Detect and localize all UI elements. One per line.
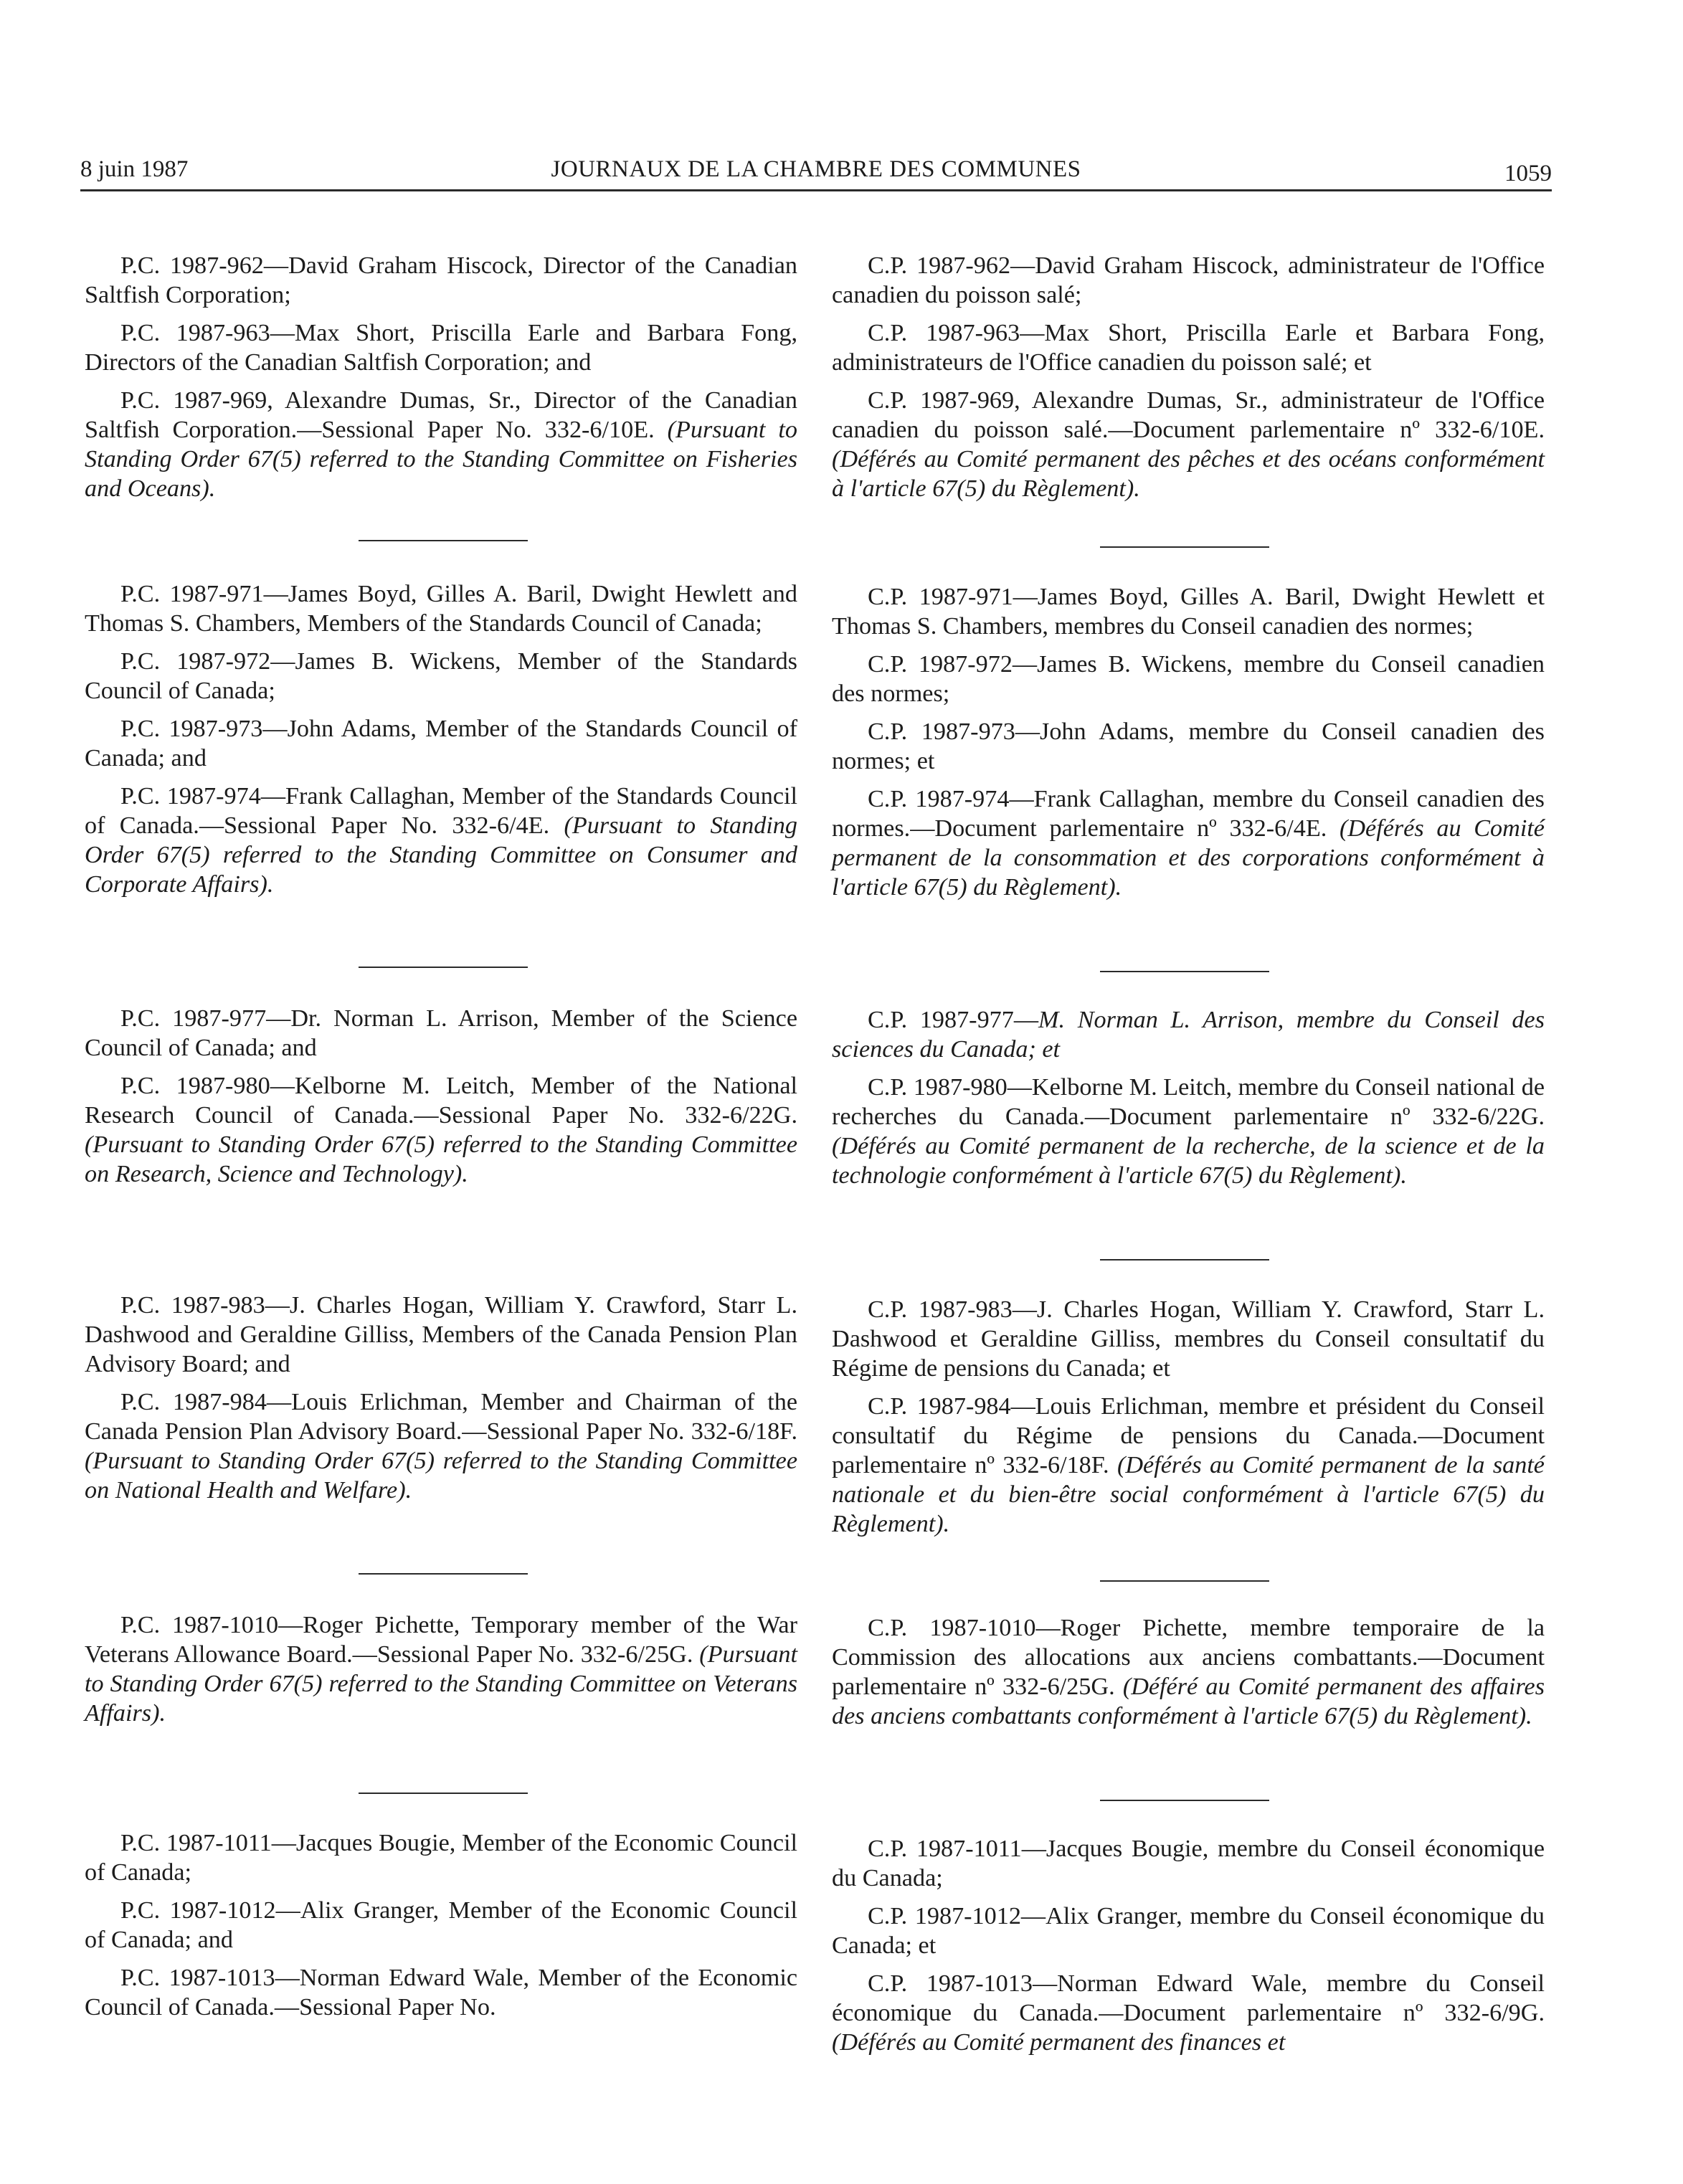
entry-en-pension	[85, 1291, 797, 1514]
paragraph: C.P. 1987-983—J. Charles Hogan, William Y. Crawford, Starr L. Dashwood et Geraldine Gilliss, membres du Conseil consultatif du Régime de pensions du Canada; et	[832, 1296, 1545, 1382]
referral-note: (Déféré au Comité permanent des affaires des anciens combattants conformément à l'article 67(5) du Règlement).	[832, 1673, 1545, 1729]
paragraph: P.C. 1987-1013—Norman Edward Wale, Member of the Economic Council of Canada.—Sessional Paper No.	[85, 1965, 797, 2021]
section-divider	[359, 1573, 528, 1575]
paragraph: C.P. 1987-974—Frank Callaghan, membre du Conseil canadien des normes.—Document parlementaire nº 332-6/4E. (Déférés au Comité permanent de la consommation et des corporations conformément à l'article 67(5) du Règlement).	[832, 786, 1545, 901]
paragraph: C.P. 1987-963—Max Short, Priscilla Earle et Barbara Fong, administrateurs de l'Office canadien du poisson salé; et	[832, 320, 1545, 376]
paragraph: C.P. 1987-980—Kelborne M. Leitch, membre du Conseil national de recherches du Canada.—Document parlementaire nº 332-6/22G. (Déférés au Comité permanent de la recherche, de la science et de la technologie conformément à l'article 67(5) du Règlement).	[832, 1074, 1545, 1189]
referral-note: (Pursuant to Standing Order 67(5) referred to the Standing Committee on Research, Science and Technology).	[85, 1131, 797, 1187]
paragraph: C.P. 1987-971—James Boyd, Gilles A. Baril, Dwight Hewlett et Thomas S. Chambers, membres du Conseil canadien des normes;	[832, 584, 1545, 640]
referral-note: (Déférés au Comité permanent des pêches et des océans conformément à l'article 67(5) du Règlement).	[832, 446, 1545, 502]
section-divider	[359, 1793, 528, 1794]
paragraph: C.P. 1987-972—James B. Wickens, membre du Conseil canadien des normes;	[832, 651, 1545, 707]
section-divider	[1100, 971, 1269, 972]
header-title: JOURNAUX DE LA CHAMBRE DES COMMUNES	[551, 156, 1081, 182]
entry-fr-peches	[832, 251, 1545, 512]
paragraph: C.P. 1987-962—David Graham Hiscock, administrateur de l'Office canadien du poisson salé;	[832, 252, 1545, 308]
paragraph: C.P. 1987-1010—Roger Pichette, membre temporaire de la Commission des allocations aux anciens combattants.—Document parlementaire nº 332-6/25G. (Déféré au Comité permanent des affaires des anciens combattants conformément à l'article 67(5) du Règlement).	[832, 1615, 1545, 1729]
italic-appointment: M. Norman L. Arrison, membre du Conseil des sciences du Canada; et	[832, 1007, 1545, 1063]
referral-note: (Déférés au Comité permanent de la recherche, de la science et de la technologie conformément à l'article 67(5) du Règlement).	[832, 1133, 1545, 1189]
paragraph: P.C. 1987-983—J. Charles Hogan, William Y. Crawford, Starr L. Dashwood and Geraldine Gilliss, Members of the Canada Pension Plan Advisory Board; and	[85, 1292, 797, 1377]
paragraph: C.P. 1987-1011—Jacques Bougie, membre du Conseil économique du Canada;	[832, 1836, 1545, 1891]
referral-note: (Pursuant to Standing Order 67(5) referred to the Standing Committee on Veterans Affairs).	[85, 1641, 797, 1727]
entry-fr-economique	[832, 1834, 1545, 2066]
paragraph: C.P. 1987-973—John Adams, membre du Conseil canadien des normes; et	[832, 718, 1545, 774]
paragraph: P.C. 1987-969, Alexandre Dumas, Sr., Director of the Canadian Saltfish Corporation.—Sessional Paper No. 332-6/10E. (Pursuant to Standing Order 67(5) referred to the Standing Committee on Fisheries and Oceans).	[85, 387, 797, 502]
paragraph: C.P. 1987-984—Louis Erlichman, membre et président du Conseil consultatif du Régime de pensions du Canada.—Document parlementaire nº 332-6/18F. (Déférés au Comité permanent de la santé nationale et du bien-être social conformément à l'article 67(5) du Règlement).	[832, 1393, 1545, 1537]
referral-note: (Déférés au Comité permanent des finances et	[832, 2029, 1286, 2056]
referral-note: (Déférés au Comité permanent de la santé nationale et du bien-être social conformément à l'article 67(5) du Règlement).	[832, 1452, 1545, 1537]
entry-en-science	[85, 1004, 797, 1197]
paragraph: P.C. 1987-971—James Boyd, Gilles A. Baril, Dwight Hewlett and Thomas S. Chambers, Members of the Standards Council of Canada;	[85, 581, 797, 637]
running-header	[80, 152, 1552, 191]
section-divider	[1100, 1580, 1269, 1582]
referral-note: (Pursuant to Standing Order 67(5) referred to the Standing Committee on Fisheries and Oceans).	[85, 417, 797, 502]
entry-en-standards	[85, 579, 797, 908]
paragraph: P.C. 1987-963—Max Short, Priscilla Earle and Barbara Fong, Directors of the Canadian Saltfish Corporation; and	[85, 320, 797, 376]
section-divider	[1100, 1259, 1269, 1260]
paragraph: P.C. 1987-974—Frank Callaghan, Member of the Standards Council of Canada.—Sessional Paper No. 332-6/4E. (Pursuant to Standing Order 67(5) referred to the Standing Committee on Consumer and Corporate Affairs).	[85, 783, 797, 898]
paragraph: C.P. 1987-1012—Alix Granger, membre du Conseil économique du Canada; et	[832, 1903, 1545, 1959]
paragraph: C.P. 1987-969, Alexandre Dumas, Sr., administrateur de l'Office canadien du poisson salé.—Document parlementaire nº 332-6/10E. (Déférés au Comité permanent des pêches et des océans conformément à l'article 67(5) du Règlement).	[832, 387, 1545, 502]
section-divider	[1100, 1800, 1269, 1801]
entry-fr-sciences	[832, 1005, 1545, 1199]
paragraph: P.C. 1987-972—James B. Wickens, Member of the Standards Council of Canada;	[85, 648, 797, 704]
entry-en-economic	[85, 1828, 797, 2031]
paragraph: P.C. 1987-1012—Alix Granger, Member of the Economic Council of Canada; and	[85, 1897, 797, 1953]
paragraph: P.C. 1987-977—Dr. Norman L. Arrison, Member of the Science Council of Canada; and	[85, 1005, 797, 1061]
referral-note: (Pursuant to Standing Order 67(5) referred to the Standing Committee on Consumer and Corporate Affairs).	[85, 812, 797, 898]
paragraph: P.C. 1987-973—John Adams, Member of the Standards Council of Canada; and	[85, 716, 797, 771]
referral-note: (Déférés au Comité permanent de la consommation et des corporations conformément à l'article 67(5) du Règlement).	[832, 815, 1545, 901]
entry-fr-normes	[832, 582, 1545, 911]
paragraph: P.C. 1987-1010—Roger Pichette, Temporary member of the War Veterans Allowance Board.—Sessional Paper No. 332-6/25G. (Pursuant to Standing Order 67(5) referred to the Standing Committee on Veterans Affairs).	[85, 1612, 797, 1727]
section-divider	[1100, 546, 1269, 548]
referral-note: (Pursuant to Standing Order 67(5) referred to the Standing Committee on National Health and Welfare).	[85, 1448, 797, 1504]
entry-fr-combattants	[832, 1613, 1545, 1739]
paragraph: C.P. 1987-977—M. Norman L. Arrison, membre du Conseil des sciences du Canada; et	[832, 1007, 1545, 1063]
section-divider	[359, 540, 528, 541]
paragraph: P.C. 1987-980—Kelborne M. Leitch, Member of the National Research Council of Canada.—Sessional Paper No. 332-6/22G. (Pursuant to Standing Order 67(5) referred to the Standing Committee on Research, Science and Technology).	[85, 1073, 797, 1187]
entry-en-veterans	[85, 1610, 797, 1737]
paragraph: C.P. 1987-1013—Norman Edward Wale, membre du Conseil économique du Canada.—Document parlementaire nº 332-6/9G. (Déférés au Comité permanent des finances et	[832, 1970, 1545, 2056]
paragraph: P.C. 1987-962—David Graham Hiscock, Director of the Canadian Saltfish Corporation;	[85, 252, 797, 308]
section-divider	[359, 967, 528, 968]
page-number: 1059	[1504, 161, 1552, 186]
entry-fr-pensions	[832, 1295, 1545, 1547]
paragraph: P.C. 1987-984—Louis Erlichman, Member and Chairman of the Canada Pension Plan Advisory Board.—Sessional Paper No. 332-6/18F. (Pursuant to Standing Order 67(5) referred to the Standing Committee on National Health and Welfare).	[85, 1389, 797, 1504]
paragraph: P.C. 1987-1011—Jacques Bougie, Member of the Economic Council of Canada;	[85, 1830, 797, 1886]
header-date: 8 juin 1987	[80, 156, 189, 182]
entry-en-fisheries	[85, 251, 797, 512]
